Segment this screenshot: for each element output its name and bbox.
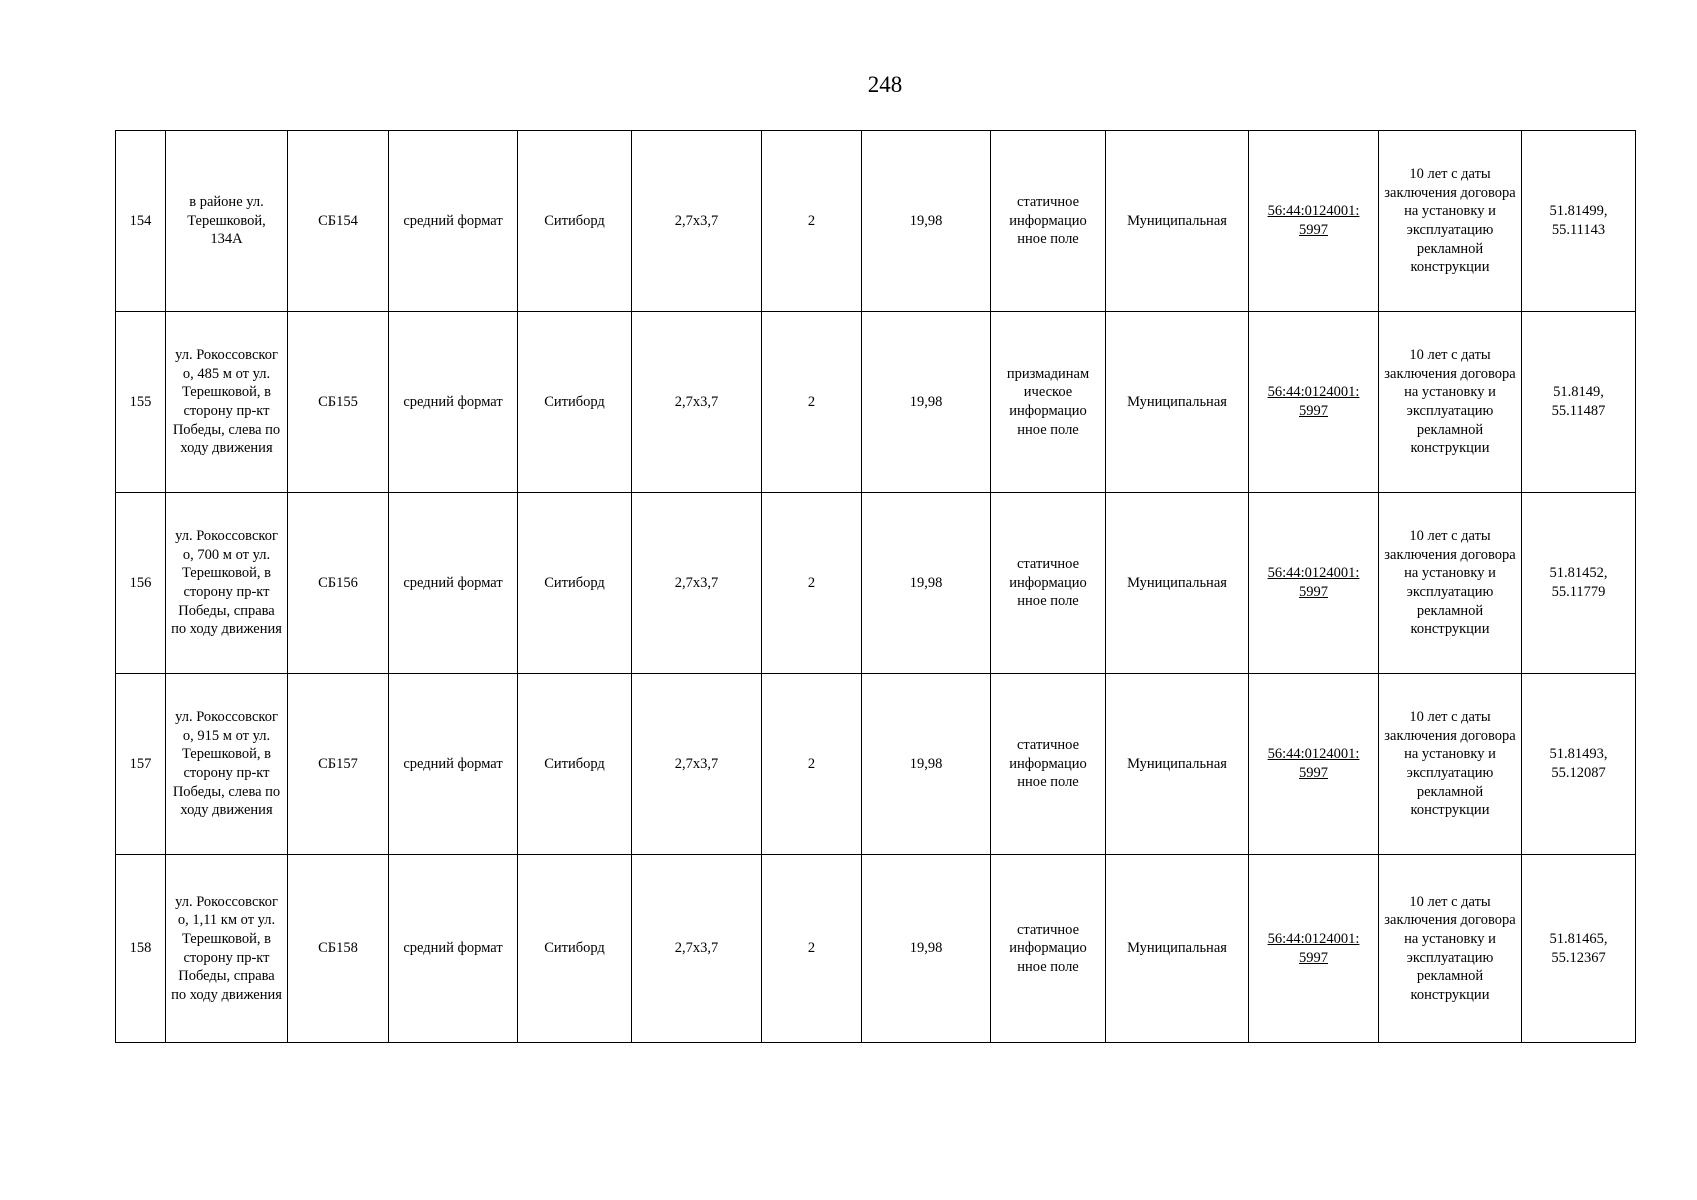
cell-coordinates: 51.81499, 55.11143	[1522, 131, 1636, 312]
cell-sides: 2	[762, 855, 862, 1043]
cell-number: 156	[116, 493, 166, 674]
cell-number: 154	[116, 131, 166, 312]
cell-sides: 2	[762, 674, 862, 855]
cell-format: средний формат	[389, 855, 518, 1043]
cadastral-link[interactable]: 56:44:0124001: 5997	[1267, 930, 1360, 966]
cell-format: средний формат	[389, 312, 518, 493]
cell-address: ул. Рокоссовског о, 485 м от ул. Терешковой, в сторону пр-кт Победы, слева по ходу движения	[166, 312, 288, 493]
cell-format: средний формат	[389, 131, 518, 312]
cadastral-link[interactable]: 56:44:0124001: 5997	[1267, 746, 1360, 781]
cell-size: 2,7х3,7	[632, 493, 762, 674]
table-row	[116, 312, 1636, 493]
cell-type: Ситиборд	[518, 131, 632, 312]
cell-ownership: Муниципальная	[1106, 855, 1249, 1043]
cell-info-field: статичное информацио нное поле	[991, 493, 1106, 674]
cell-area: 19,98	[862, 674, 991, 855]
cell-ownership: Муниципальная	[1106, 493, 1249, 674]
cadastral-link[interactable]: 56:44:0124001: 5997	[1267, 203, 1360, 238]
cell-code: СБ156	[288, 493, 389, 674]
cadastral-link[interactable]: 56:44:0124001: 5997	[1267, 565, 1360, 600]
cell-code: СБ155	[288, 312, 389, 493]
cell-size: 2,7х3,7	[632, 312, 762, 493]
cell-area: 19,98	[862, 493, 991, 674]
cell-type: Ситиборд	[518, 674, 632, 855]
cell-info-field: призмадинам ическое информацио нное поле	[991, 312, 1106, 493]
cell-cadastral	[1249, 855, 1379, 1043]
cell-sides: 2	[762, 131, 862, 312]
cell-code: СБ154	[288, 131, 389, 312]
cell-area: 19,98	[862, 855, 991, 1043]
ad-structures-table	[115, 130, 1636, 1043]
cell-term: 10 лет с даты заключения договора на установку и эксплуатацию рекламной конструкции	[1379, 493, 1522, 674]
cell-type: Ситиборд	[518, 855, 632, 1043]
cell-coordinates: 51.81493, 55.12087	[1522, 674, 1636, 855]
cell-ownership: Муниципальная	[1106, 674, 1249, 855]
cell-address: ул. Рокоссовског о, 915 м от ул. Терешковой, в сторону пр-кт Победы, слева по ходу движения	[166, 674, 288, 855]
cell-format: средний формат	[389, 674, 518, 855]
cell-ownership: Муниципальная	[1106, 131, 1249, 312]
cell-info-field: статичное информацио нное поле	[991, 674, 1106, 855]
cell-address: ул. Рокоссовског о, 1,11 км от ул. Терешковой, в сторону пр-кт Победы, справа по ходу движения	[166, 855, 288, 1043]
cell-term: 10 лет с даты заключения договора на установку и эксплуатацию рекламной конструкции	[1379, 674, 1522, 855]
cell-coordinates: 51.81452, 55.11779	[1522, 493, 1636, 674]
cell-format: средний формат	[389, 493, 518, 674]
cell-sides: 2	[762, 312, 862, 493]
table-row	[116, 855, 1636, 1043]
cell-address: в районе ул. Терешковой, 134А	[166, 131, 288, 312]
cell-address: ул. Рокоссовског о, 700 м от ул. Терешковой, в сторону пр-кт Победы, справа по ходу движения	[166, 493, 288, 674]
cell-info-field: статичное информацио нное поле	[991, 855, 1106, 1043]
cell-area: 19,98	[862, 312, 991, 493]
cell-sides: 2	[762, 493, 862, 674]
table-row	[116, 493, 1636, 674]
cadastral-link[interactable]: 56:44:0124001: 5997	[1267, 384, 1360, 419]
cell-coordinates: 51.81465, 55.12367	[1522, 855, 1636, 1043]
cell-cadastral	[1249, 493, 1379, 674]
table-row	[116, 131, 1636, 312]
page-number: 248	[867, 72, 903, 97]
cell-info-field: статичное информацио нное поле	[991, 131, 1106, 312]
cell-ownership: Муниципальная	[1106, 312, 1249, 493]
cell-size: 2,7х3,7	[632, 855, 762, 1043]
cell-term: 10 лет с даты заключения договора на установку и эксплуатацию рекламной конструкции	[1379, 131, 1522, 312]
cell-term: 10 лет с даты заключения договора на установку и эксплуатацию рекламной конструкции	[1379, 855, 1522, 1043]
table-row	[116, 674, 1636, 855]
cell-code: СБ157	[288, 674, 389, 855]
cell-type: Ситиборд	[518, 493, 632, 674]
cell-area: 19,98	[862, 131, 991, 312]
cell-cadastral	[1249, 312, 1379, 493]
cell-coordinates: 51.8149, 55.11487	[1522, 312, 1636, 493]
cell-type: Ситиборд	[518, 312, 632, 493]
cell-size: 2,7х3,7	[632, 674, 762, 855]
cell-number: 158	[116, 855, 166, 1043]
cell-cadastral	[1249, 131, 1379, 312]
cell-number: 155	[116, 312, 166, 493]
cell-term: 10 лет с даты заключения договора на установку и эксплуатацию рекламной конструкции	[1379, 312, 1522, 493]
cell-code: СБ158	[288, 855, 389, 1043]
cell-size: 2,7х3,7	[632, 131, 762, 312]
cell-cadastral	[1249, 674, 1379, 855]
cell-number: 157	[116, 674, 166, 855]
